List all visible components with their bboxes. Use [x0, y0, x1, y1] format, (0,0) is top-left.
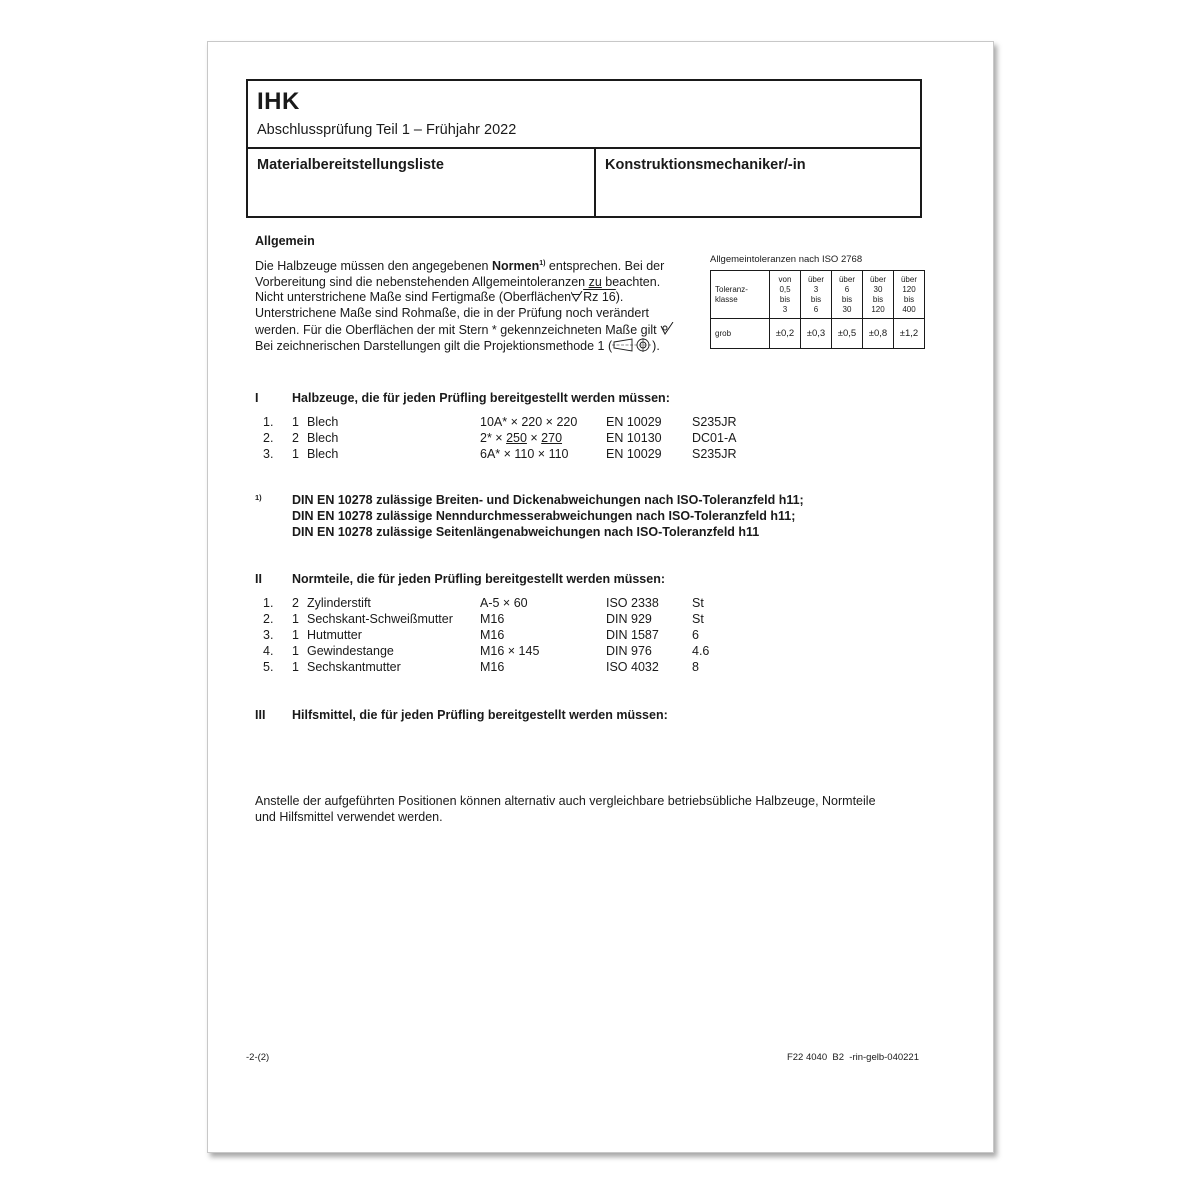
- tolerance-table: [710, 270, 925, 349]
- page-number: -2-(2): [246, 1052, 270, 1063]
- general-heading: Allgemein: [255, 234, 315, 248]
- raw-dimension: 2* × 250 × 270: [480, 431, 563, 445]
- org-name: IHK: [257, 88, 300, 115]
- tolerance-row-header: Toleranz- klasse: [711, 271, 770, 319]
- tolerance-value-row: [711, 319, 925, 349]
- tolerance-header-row: [711, 271, 925, 319]
- general-line-1: Die Halbzeuge müssen den angegebenen Normen$^{1)}$ entsprechen. Bei der: [255, 259, 665, 274]
- section-3-number: III: [255, 708, 266, 722]
- general-text: [255, 256, 674, 355]
- table-row: 1. 1 Blech 10A* × 220 × 220 EN 10029 S235JR: [263, 415, 737, 429]
- surface-check-symbol-icon: [660, 322, 674, 335]
- section-3-title: Hilfsmittel, die für jeden Prüfling bereitgestellt werden müssen:: [292, 708, 668, 722]
- table-row: 5. 1 Sechskantmutter M16 ISO 4032 8: [263, 660, 699, 674]
- table-row: 1. 2 Zylinderstift A-5 × 60 ISO 2338 St: [263, 596, 704, 610]
- tolerance-value: ±1,2: [894, 319, 925, 349]
- tolerance-class: grob: [711, 319, 770, 349]
- footnote-mark: 1): [255, 493, 262, 502]
- general-line-5: werden. Für die Oberflächen der mit Stern * gekennzeichneten Maße gilt: [255, 322, 674, 339]
- profession-title: Konstruktionsmechaniker/-in: [605, 157, 806, 173]
- section-1-title: Halbzeuge, die für jeden Prüfling bereitgestellt werden müssen:: [292, 391, 670, 405]
- section-1-number: I: [255, 391, 259, 405]
- table-row: 2. 2 Blech 2* × 250 × 270 EN 10130 DC01-A: [263, 431, 737, 445]
- section-2-title: Normteile, die für jeden Prüfling bereitgestellt werden müssen:: [292, 572, 665, 586]
- tolerance-value: ±0,3: [801, 319, 832, 349]
- tolerance-title: Allgemeintoleranzen nach ISO 2768: [710, 254, 863, 265]
- closing-text: Anstelle der aufgeführten Positionen können alternativ auch vergleichbare betriebsübliche Halbzeuge, Normteile und Hilfsmittel verwendet werden.: [255, 794, 876, 824]
- tolerance-value: ±0,5: [832, 319, 863, 349]
- general-line-2: Vorbereitung sind die nebenstehenden Allgemeintoleranzen zu beachten.: [255, 274, 661, 289]
- tolerance-col-1: von 0,5 bis 3: [770, 271, 801, 319]
- tolerance-col-4: über 30 bis 120: [863, 271, 894, 319]
- table-row: 2. 1 Sechskant-Schweißmutter M16 DIN 929 St: [263, 612, 704, 626]
- table-row: 3. 1 Hutmutter M16 DIN 1587 6: [263, 628, 699, 642]
- general-line-6: Bei zeichnerischen Darstellungen gilt die Projektionsmethode 1 ( ).: [255, 339, 660, 354]
- footnote-line: DIN EN 10278 zulässige Seitenlängenabweichungen nach ISO-Toleranzfeld h11: [292, 525, 760, 539]
- document-page: [207, 41, 994, 1153]
- footnote-line: DIN EN 10278 zulässige Breiten- und Dickenabweichungen nach ISO-Toleranzfeld h11;: [292, 493, 804, 507]
- header-doc-cell: [248, 149, 596, 216]
- tolerance-value: ±0,2: [770, 319, 801, 349]
- header-box: [246, 79, 922, 218]
- general-line-3: Nicht unterstrichene Maße sind Fertigmaße (Oberflächen Rz 16).: [255, 290, 624, 305]
- tolerance-value: ±0,8: [863, 319, 894, 349]
- tolerance-col-3: über 6 bis 30: [832, 271, 863, 319]
- general-line-4: Unterstrichene Maße sind Rohmaße, die in der Prüfung noch verändert: [255, 305, 649, 320]
- header-top: [248, 81, 920, 149]
- exam-title: Abschlussprüfung Teil 1 – Frühjahr 2022: [257, 122, 517, 138]
- footnote-line: DIN EN 10278 zulässige Nenndurchmesserabweichungen nach ISO-Toleranzfeld h11;: [292, 509, 796, 523]
- section-2-number: II: [255, 572, 262, 586]
- doc-title: Materialbereitstellungsliste: [257, 157, 444, 173]
- table-row: 3. 1 Blech 6A* × 110 × 110 EN 10029 S235JR: [263, 447, 737, 461]
- tolerance-col-5: über 120 bis 400: [894, 271, 925, 319]
- surface-symbol-icon: [571, 291, 583, 302]
- header-profession-cell: [596, 149, 920, 216]
- tolerance-col-2: über 3 bis 6: [801, 271, 832, 319]
- document-code: F22 4040 B2 -rin-gelb-040221: [786, 1052, 919, 1063]
- table-row: 4. 1 Gewindestange M16 × 145 DIN 976 4.6: [263, 644, 710, 658]
- projection-method-icon: [612, 338, 652, 352]
